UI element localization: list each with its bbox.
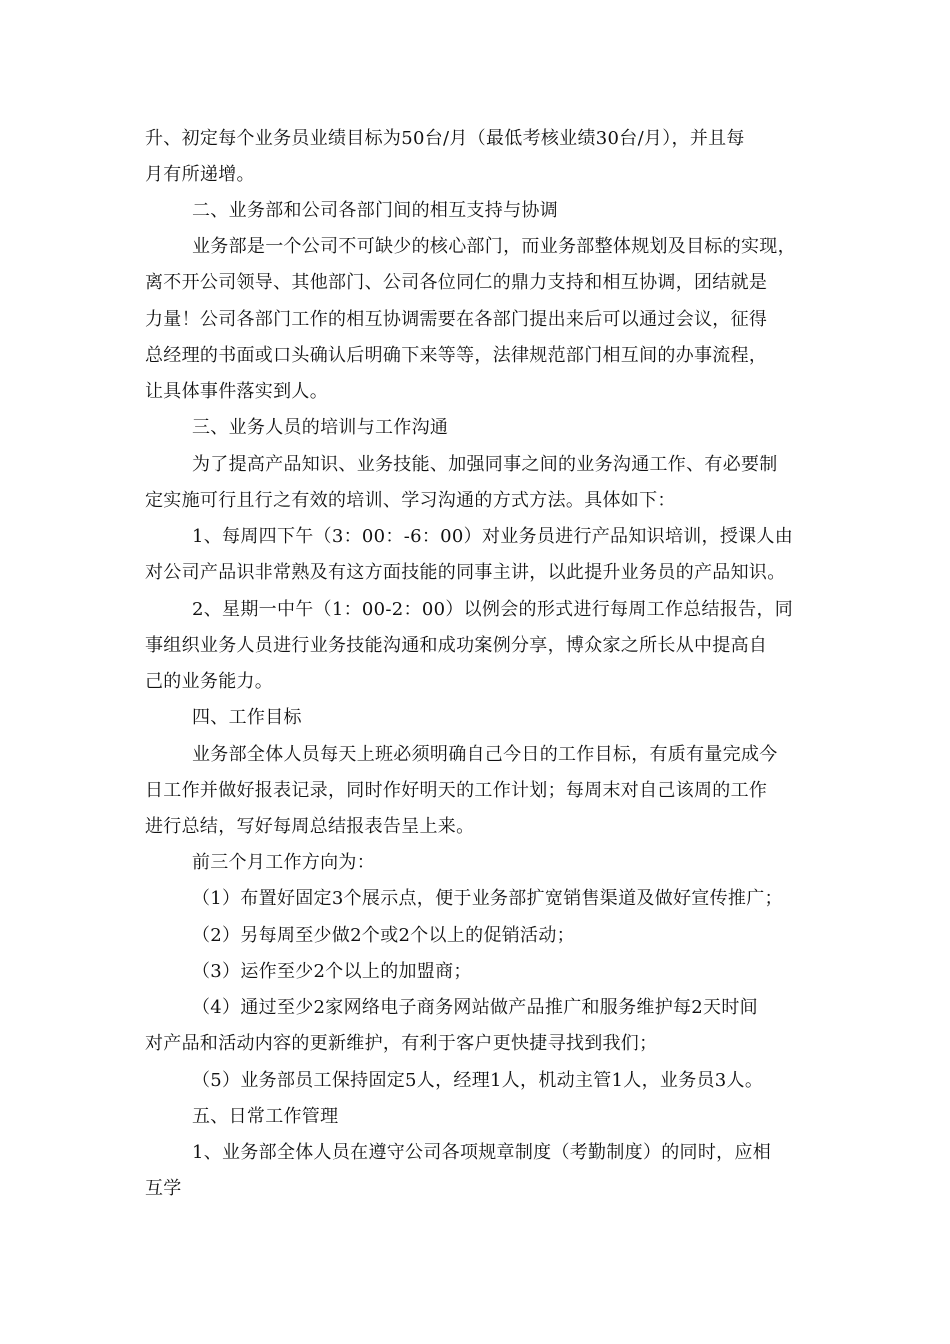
body-text-line: 业务部全体人员每天上班必须明确自己今日的工作目标，有质有量完成今 [192,744,778,765]
body-text-line: 月有所递增。 [145,164,255,185]
body-text-line: 升、初定每个业务员业绩目标为50台/月（最低考核业绩30台/月），并且每 [145,128,745,149]
body-text-line: 力量！公司各部门工作的相互协调需要在各部门提出来后可以通过会议，征得 [145,309,768,330]
body-text-line: 进行总结，写好每周总结报表告呈上来。 [145,816,475,837]
list-item-line: （2）另每周至少做2个或2个以上的促销活动； [192,925,575,946]
list-item-line: 对产品和活动内容的更新维护，有利于客户更快捷寻找到我们； [145,1033,658,1054]
list-item-line: 事组织业务人员进行业务技能沟通和成功案例分享，博众家之所长从中提高自 [145,635,768,656]
body-text-line: 总经理的书面或口头确认后明确下来等等，法律规范部门相互间的办事流程， [145,345,768,366]
list-item-line: 对公司产品识非常熟及有这方面技能的同事主讲，以此提升业务员的产品知识。 [145,562,786,583]
list-item-line: （3）运作至少2个以上的加盟商； [192,961,472,982]
list-item-line: 己的业务能力。 [145,671,274,692]
section-heading: 四、工作目标 [192,707,302,728]
section-heading: 三、业务人员的培训与工作沟通 [192,417,449,438]
body-text-line: 日工作并做好报表记录，同时作好明天的工作计划；每周末对自己该周的工作 [145,780,768,801]
section-heading: 二、业务部和公司各部门间的相互支持与协调 [192,200,558,221]
list-item-line: 1、业务部全体人员在遵守公司各项规章制度（考勤制度）的同时，应相 [192,1142,772,1163]
body-text-line: 让具体事件落实到人。 [145,381,328,402]
body-text-line: 为了提高产品知识、业务技能、加强同事之间的业务沟通工作、有必要制 [192,454,778,475]
body-text-line: 前三个月工作方向为： [192,852,375,873]
body-text-line: 定实施可行且行之有效的培训、学习沟通的方式方法。具体如下： [145,490,676,511]
list-item-line: （4）通过至少2家网络电子商务网站做产品推广和服务维护每2天时间 [192,997,758,1018]
list-item-line: 互学 [145,1178,182,1199]
body-text-line: 离不开公司领导、其他部门、公司各位同仁的鼎力支持和相互协调，团结就是 [145,272,768,293]
section-heading: 五、日常工作管理 [192,1106,339,1127]
list-item-line: 2、星期一中午（1：00-2：00）以例会的形式进行每周工作总结报告，同 [192,599,794,620]
list-item-line: （5）业务部员工保持固定5人，经理1人，机动主管1人，业务员3人。 [192,1070,764,1091]
list-item-line: （1）布置好固定3个展示点，便于业务部扩宽销售渠道及做好宣传推广； [192,888,783,909]
body-text-line: 业务部是一个公司不可缺少的核心部门，而业务部整体规划及目标的实现， [192,236,796,257]
list-item-line: 1、每周四下午（3：00：-6：00）对业务员进行产品知识培训，授课人由 [192,526,794,547]
